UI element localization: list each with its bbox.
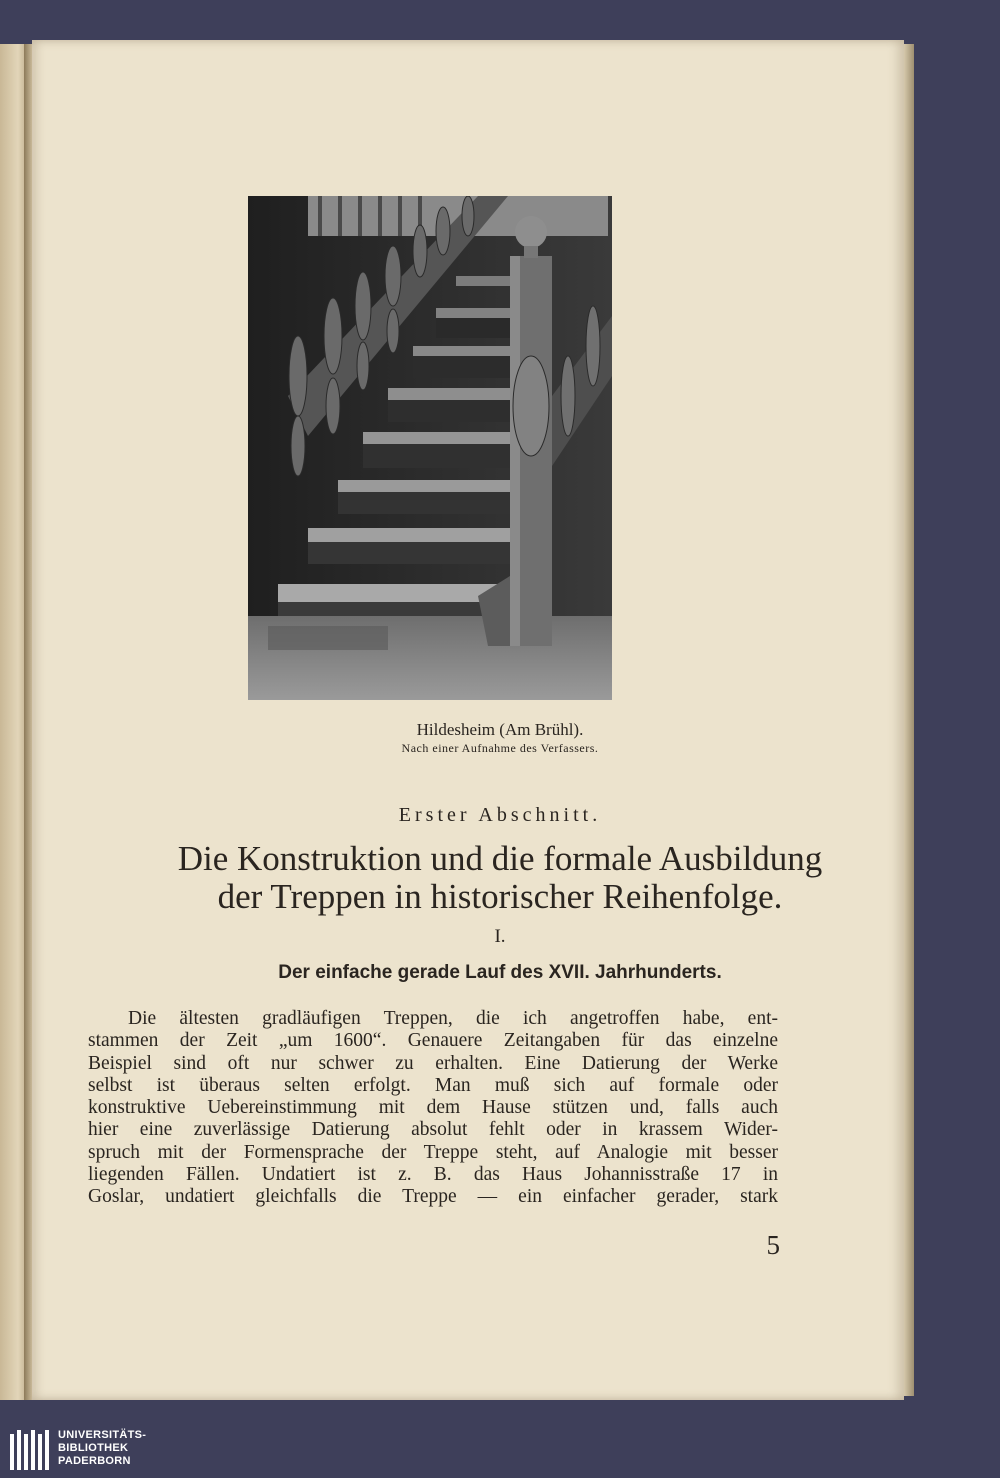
library-logo-text: UNIVERSITÄTS- BIBLIOTHEK PADERBORN [58, 1429, 147, 1467]
body-line: hier eine zuverlässige Datierung absolut fehlt oder in krassem Wider- [88, 1119, 778, 1141]
staircase-photo [248, 196, 612, 700]
body-line: konstruktive Uebereinstimmung mit dem Hause stützen und, falls auch [88, 1097, 778, 1119]
body-line: stammen der Zeit „um 1600“. Genauere Zeitangaben für das einzelne [88, 1030, 778, 1052]
subsection-title: Der einfache gerade Lauf des XVII. Jahrhunderts. [278, 962, 722, 983]
body-line: Beispiel sind oft nur schwer zu erhalten. Eine Datierung der Werke [88, 1052, 778, 1074]
subsection-number: I. [494, 926, 506, 947]
figure-caption: Hildesheim (Am Brühl). [416, 720, 584, 739]
section-heading: Erster Abschnitt. [398, 804, 602, 826]
figure-credit: Nach einer Aufnahme des Verfassers. [401, 741, 599, 755]
chapter-title-line-2: der Treppen in historischer Reihenfolge. [217, 877, 783, 916]
body-line: Die ältesten gradläufigen Treppen, die ich angetroffen habe, ent- [128, 1008, 778, 1029]
body-line: Goslar, undatiert gleichfalls die Treppe — ein einfacher gerader, stark [88, 1186, 778, 1208]
body-text [88, 1008, 778, 1209]
chapter-title [0, 840, 1000, 916]
body-line: selbst ist überaus selten erfolgt. Man muß sich auf formale oder [88, 1074, 778, 1096]
library-logo [8, 1428, 168, 1474]
page-number: 5 [766, 1230, 780, 1260]
chapter-title-line-1: Die Konstruktion und die formale Ausbildung [177, 839, 823, 878]
body-line: liegenden Fällen. Undatiert ist z. B. das Haus Johannisstraße 17 in [88, 1164, 778, 1186]
body-line: spruch mit der Formensprache der Treppe steht, auf Analogie mit besser [88, 1141, 778, 1163]
library-logo-icon [8, 1430, 52, 1472]
